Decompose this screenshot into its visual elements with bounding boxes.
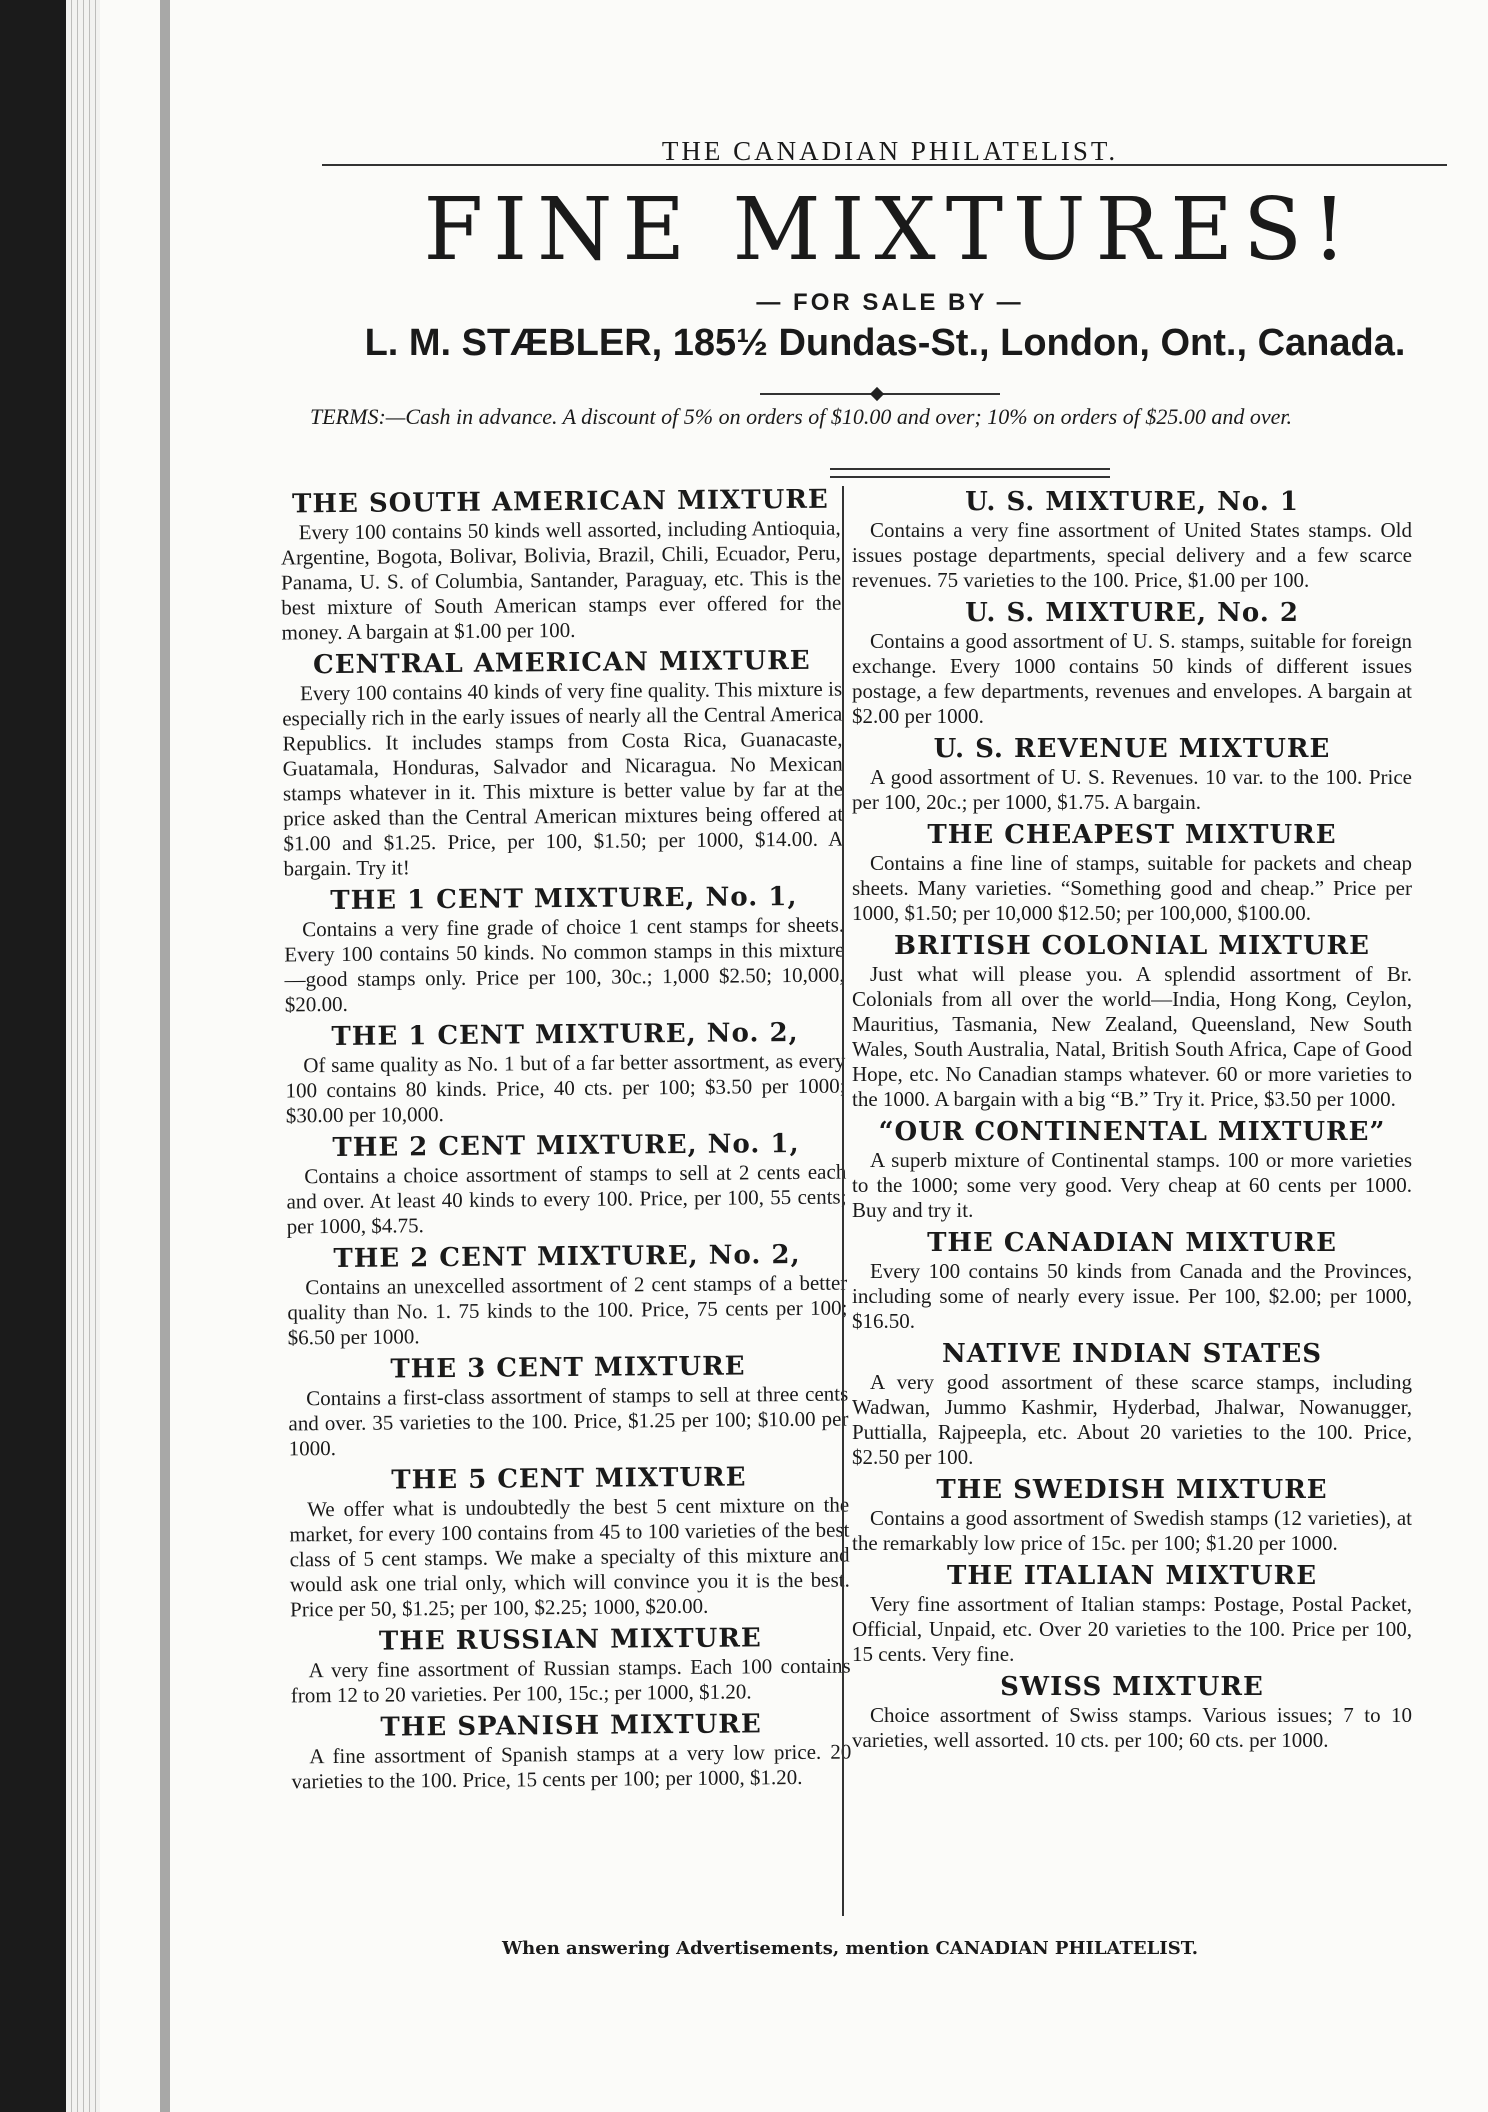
column-divider	[842, 486, 844, 1916]
mixture-listing	[852, 486, 1412, 593]
mixture-listing	[852, 1560, 1412, 1667]
mixture-listing	[852, 1338, 1412, 1470]
mixture-listing	[288, 1350, 849, 1462]
mixture-title: THE ITALIAN MIXTURE	[946, 1561, 1318, 1591]
mixture-title: CENTRAL AMERICAN MIXTURE	[312, 645, 811, 681]
mixture-title: THE 5 CENT MIXTURE	[391, 1462, 747, 1496]
mixture-title: THE RUSSIAN MIXTURE	[378, 1623, 762, 1657]
mixture-description: Just what will please you. A splendid assortment of Br. Colonials from all over the world—India, Hong Kong, Ceylon, Mauritius, Tasmania, New Zealand, Queensland, New South Wales, South Australia, Natal, British South Africa, Cape of Good Hope, etc. No Canadian stamps whatever. 60 or more varieties to the 1000. A bargain with a big “B.” Try it. Price, $3.50 per 1000.	[852, 962, 1412, 1111]
mixture-description: A good assortment of U. S. Revenues. 10 var. to the 100. Price per 100, 20c.; per 1000, $1.75. A bargain.	[852, 765, 1412, 814]
mixture-listing	[852, 1671, 1412, 1753]
mixture-description: Choice assortment of Swiss stamps. Various issues; 7 to 10 varieties, well assorted. 10 cts. per 100; 60 cts. per 1000.	[852, 1703, 1412, 1752]
header-rule	[322, 164, 1447, 166]
mixture-listing	[285, 1017, 846, 1129]
double-rule	[830, 468, 1110, 478]
mixture-title: THE SPANISH MIXTURE	[380, 1709, 762, 1743]
mixture-title: THE 1 CENT MIXTURE, No. 2,	[331, 1017, 799, 1053]
mixture-description: A very fine assortment of Russian stamps. Each 100 contains from 12 to 20 varieties. Per 100, 15c.; per 1000, $1.20.	[290, 1653, 851, 1708]
mixture-listing	[284, 881, 845, 1018]
mixture-description: A fine assortment of Spanish stamps at a very low price. 20 varieties to the 100. Price, 15 cents per 100; per 1000, $1.20.	[291, 1739, 852, 1794]
mixture-description: Every 100 contains 50 kinds well assorted, including Antioquia, Argentine, Bogota, Bolivar, Bolivia, Brazil, Chili, Ecuador, Peru, Panama, U. S. of Columbia, Santander, Paraguay, etc. This is the best mixture of South American stamps ever offered for the money. A bargain at $1.00 per 100.	[280, 515, 842, 645]
mixture-title: THE SWEDISH MIXTURE	[936, 1475, 1328, 1505]
mixture-listing	[852, 819, 1412, 926]
binding-shadow	[160, 0, 170, 2112]
mixture-description: Contains a fine line of stamps, suitable for packets and cheap sheets. Many varieties. “Something good and cheap.” Price per 1000, $1.50; per 10,000 $12.50; per 100,000, $100.00.	[852, 851, 1412, 925]
footer-notice: When answering Advertisements, mention CANADIAN PHILATELIST.	[501, 1938, 1199, 1959]
seller-address: L. M. STÆBLER, 185½ Dundas-St., London, Ont., Canada.	[364, 322, 1406, 364]
mixture-title: THE 2 CENT MIXTURE, No. 2,	[333, 1239, 801, 1275]
mixture-listing	[852, 733, 1412, 815]
mixture-listing	[282, 645, 844, 882]
mixture-listing	[289, 1461, 850, 1623]
mixture-title: THE CANADIAN MIXTURE	[927, 1228, 1337, 1258]
mixture-listing	[852, 1116, 1412, 1223]
mixture-description: Every 100 contains 40 kinds of very fine quality. This mixture is especially rich in the early issues of nearly all the Central America Republics. It includes stamps from Costa Rica, Guanacaste, Guatamala, Honduras, Salvador and Nicaragua. No Mexican stamps whatever in it. This mixture is better value by far at the price asked than the Central American mixtures being offered at $1.00 and $1.25. Price, per 100, $1.50; per 1000, $14.00. A bargain. Try it!	[282, 676, 844, 881]
right-column	[852, 486, 1412, 1757]
ornament-rule	[760, 389, 1000, 399]
mixture-title: U. S. REVENUE MIXTURE	[933, 734, 1331, 764]
terms: TERMS:—Cash in advance. A discount of 5% on orders of $10.00 and over; 10% on orders of $25.00 and over.	[310, 404, 1292, 429]
mixture-title: U. S. MIXTURE, No. 2	[965, 598, 1299, 628]
mixture-description: Very fine assortment of Italian stamps: Postage, Postal Packet, Official, Unpaid, etc. Over 20 varieties to the 100. Price per 100, 15 cents. Very fine.	[852, 1592, 1412, 1666]
mixture-description: Contains a good assortment of U. S. stamps, suitable for foreign exchange. Every 1000 contains 50 kinds of different issues postage, a few departments, revenues and envelopes. A bargain at $2.00 per 1000.	[852, 629, 1412, 728]
running-title: THE CANADIAN PHILATELIST.	[661, 136, 1119, 166]
mixture-listing	[852, 930, 1412, 1112]
mixture-description: Contains a very fine assortment of United States stamps. Old issues postage departments, special delivery and a few scarce revenues. 75 varieties to the 100. Price, $1.00 per 100.	[852, 518, 1412, 592]
mixture-title: NATIVE INDIAN STATES	[941, 1339, 1323, 1369]
mixture-title: BRITISH COLONIAL MIXTURE	[894, 931, 1370, 961]
mixture-description: A superb mixture of Continental stamps. 100 or more varieties to the 1000; some very good. Very cheap at 60 cents per 1000. Buy and try it.	[852, 1148, 1412, 1222]
mixture-title: “OUR CONTINENTAL MIXTURE”	[878, 1117, 1386, 1147]
mixture-description: Contains a good assortment of Swedish stamps (12 varieties), at the remarkably low price of 15c. per 100; $1.20 per 1000.	[852, 1506, 1412, 1555]
mixture-listing	[291, 1708, 852, 1795]
mixture-description: We offer what is undoubtedly the best 5 cent mixture on the market, for every 100 contains from 45 to 100 varieties of the best class of 5 cent stamps. We make a specialty of this mixture and would ask one trial only, which will convince you it is the best. Price per 50, $1.25; per 100, $2.25; 1000, $20.00.	[289, 1492, 850, 1622]
mixture-listing	[852, 1227, 1412, 1334]
mixture-title: THE 2 CENT MIXTURE, No. 1,	[332, 1128, 800, 1164]
mixture-listing	[290, 1622, 851, 1709]
mixture-listing	[286, 1128, 847, 1240]
mixture-listing	[287, 1239, 848, 1351]
mixture-title: THE CHEAPEST MIXTURE	[927, 820, 1337, 850]
mixture-title: U. S. MIXTURE, No. 1	[965, 487, 1299, 517]
mixture-description: Of same quality as No. 1 but of a far better assortment, as every 100 contains 80 kinds. Price, 40 cts. per 100; $3.50 per 1000; $30.00 per 10,000.	[285, 1048, 846, 1128]
mixture-title: THE 1 CENT MIXTURE, No. 1,	[330, 881, 798, 917]
mixture-description: Every 100 contains 50 kinds from Canada and the Provinces, including some of nearly every issue. Per 100, $2.00; per 1000, $16.50.	[852, 1259, 1412, 1333]
headline: FINE MIXTURES!	[423, 180, 1357, 280]
mixture-listing	[852, 597, 1412, 729]
mixture-listing	[852, 1474, 1412, 1556]
mixture-title: SWISS MIXTURE	[1000, 1672, 1264, 1702]
left-column	[280, 484, 851, 1799]
mixture-title: THE 3 CENT MIXTURE	[390, 1351, 746, 1385]
for-sale-by: — FOR SALE BY —	[756, 289, 1024, 316]
mixture-title: THE SOUTH AMERICAN MIXTURE	[291, 484, 829, 520]
mixture-description: Contains an unexcelled assortment of 2 cent stamps of a better quality than No. 1. 75 kinds to the 100. Price, 75 cents per 100; $6.50 per 1000.	[287, 1270, 848, 1350]
mixture-description: Contains a first-class assortment of stamps to sell at three cents and over. 35 varieties to the 100. Price, $1.25 per 100; $10.00 per 1000.	[288, 1381, 849, 1461]
mixture-description: Contains a choice assortment of stamps to sell at 2 cents each and over. At least 40 kinds to every 100. Price, per 100, 55 cents; per 1000, $4.75.	[286, 1159, 847, 1239]
mixture-listing	[280, 484, 841, 646]
mixture-description: Contains a very fine grade of choice 1 cent stamps for sheets. Every 100 contains 50 kinds. No common stamps in this mixture—good stamps only. Price per 100, 30c.; 1,000 $2.50; 10,000, $20.00.	[284, 912, 845, 1017]
mixture-description: A very good assortment of these scarce stamps, including Wadwan, Jummo Kashmir, Hyderbad, Jhalwar, Nowanugger, Puttialla, Rajpeepla, etc. About 20 varieties to the 100. Price, $2.50 per 100.	[852, 1370, 1412, 1469]
